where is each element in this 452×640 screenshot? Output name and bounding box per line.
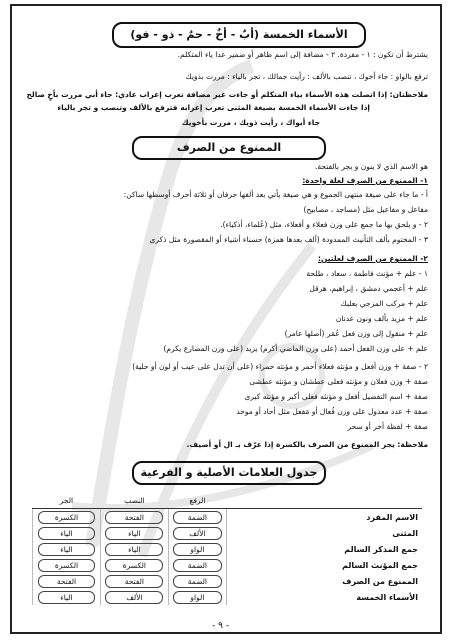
table-cell: الألف — [173, 527, 222, 540]
one-cause-item: مفاعل و مفاعيل مثل (مساجد ، مصابيح) — [303, 205, 428, 214]
two-causes-item: علم + على وزن الفعل أحمد (على وزن الماضي أكرم) يزيد (على وزن المضارع يكرم) — [163, 344, 428, 353]
two-causes-heading: ٢- الممنوع من الصرف لعلتين: — [318, 254, 428, 263]
table-header: النصب — [100, 492, 168, 509]
two-causes-item: علم + أعجمي دمشق ، إبراهيم، هرقل — [309, 284, 428, 293]
table-row-head: الاسم المفرد — [226, 509, 422, 526]
table-header: الجر — [33, 492, 101, 509]
table-cell: الياء — [105, 543, 163, 556]
two-causes-item: صفة + عدد معدول على وزن فُعال أو مَفعل مثل أحاد أو موحد — [236, 407, 428, 416]
table-cell: الواو — [173, 543, 222, 556]
table-header-row — [33, 492, 423, 509]
table-cell: الفتحة — [105, 511, 163, 524]
section-title-forbidden: الممنوع من الصرف — [132, 136, 326, 160]
table-header: الرفع — [168, 492, 226, 509]
conditions-text: يشترط أن تكون : ١ - مفردة. ٢ - مضافة إلى اسم ظاهر أو ضمير عدا ياء المتكلم. — [177, 50, 428, 59]
table-row — [33, 509, 423, 526]
document-page — [10, 4, 442, 634]
marks-table — [32, 492, 422, 605]
table-row — [33, 573, 423, 589]
two-causes-item: علم + مزيد بألف ونون عدنان — [335, 314, 428, 323]
table-cell: الياء — [38, 543, 96, 556]
table-cell: الكسرة — [38, 559, 96, 572]
table-row — [33, 589, 423, 605]
table-cell: الضمة — [173, 511, 222, 524]
page-number: - ٩ - — [212, 621, 230, 631]
two-causes-item: ١ - علم + مؤنث فاطمة ، سعاد ، طلحة — [306, 269, 428, 278]
one-cause-item: أ - ما جاء على صيغة منتهى الجموع و هي صيغة يأتي بعد ألفها حرفان أو ثلاثة أحرف أوسطها ساكن: — [123, 190, 428, 199]
table-cell: الضمة — [173, 575, 222, 588]
definition-text: هو الاسم الذي لا ينون و يجر بالفتحة. — [315, 162, 428, 171]
table-row-head: جمع المذكر السالم — [226, 541, 422, 557]
final-note: ملاحظة: يجر الممنوع من الصرف بالكسرة إذا عرّف بـ ال أو أضيف. — [186, 440, 428, 449]
two-causes-item: ٢ - صفة + وزن أفعل و مؤنثه فعلاء أحمر و مؤنثه حمراء (على أن تدل على عيب أو لون أو حلية) — [132, 362, 428, 371]
note-line-1: ملاحظتان: إذا اتصلت هذه الأسماء بياء المتكلم أو جاءت غير مضافة تعرب إعراب عادي: جاء أبي مررت بأخٍ صالح — [26, 90, 428, 99]
table-cell: الياء — [38, 527, 96, 540]
table-row-head: الممنوع من الصرف — [226, 573, 422, 589]
table-row — [33, 557, 423, 573]
two-causes-item: صفة + لفظة أخر أو سحر — [347, 422, 428, 431]
table-row — [33, 541, 423, 557]
table-cell: الضمة — [173, 559, 222, 572]
one-cause-item: ٣ - المختوم بألف التأنيث الممدودة (ألف بعدها همزة) حسناء أشياء أو المقصورة مثل ذكرى — [149, 235, 428, 244]
two-causes-item: صفة + اسم التفضيل أفعل و مؤنثه فعلى أكبر و مؤنثه كبرى — [244, 392, 428, 401]
table-row — [33, 525, 423, 541]
table-header — [226, 492, 422, 509]
table-cell: الكسرة — [38, 511, 96, 524]
two-causes-item: علم + مركب المزجي بعلبك — [340, 299, 428, 308]
title-five-nouns: الأسماء الخمسة (أبٌ - أخٌ - حمٌ - ذو - فو) — [112, 22, 366, 48]
table-row-head: المثنى — [226, 525, 422, 541]
table-cell: الألف — [105, 591, 163, 604]
note-line-2: إذا جاءت الأسماء الخمسة بصيغة المثنى تعرب إعرابه فترفع بالألف وتنصب و تجر بالياء — [57, 103, 370, 112]
two-causes-item: صفة + وزن فعلان و مؤنثه فعلى عطشان و مؤنثه عطشى — [249, 377, 428, 386]
one-cause-heading: ١- الممنوع من الصرف لعلة واحدة: — [302, 176, 428, 185]
table-row-head: جمع المؤنث السالم — [226, 557, 422, 573]
table-cell: الياء — [105, 527, 163, 540]
table-cell: الفتحة — [105, 575, 163, 588]
table-row-head: الأسماء الخمسة — [226, 589, 422, 605]
table-cell: الياء — [38, 591, 96, 604]
examples-text: ترفع بالواو : جاء أخوك ، تنصب بالألف : رأيت جمالك ، تجر بالياء : مررت بذويك — [185, 72, 428, 81]
two-causes-item: علم + منقول إلى وزن فعل عُمَر (أصلها عامر) — [284, 329, 428, 338]
table-cell: الكسرة — [105, 559, 163, 572]
table-cell: الفتحة — [38, 575, 96, 588]
one-cause-item: ٢ - و يلحق بها ما جمع على وزن فعلاء و أفعلاء، مثل (عُلماء، أذكياء). — [220, 220, 428, 229]
section-title-table: جدول العلامات الأصلية و الفرعية — [132, 461, 326, 485]
table-cell: الواو — [173, 591, 222, 604]
note-line-3: جاء أبواك ، رأيت ذويك ، مررت بأخويك — [181, 118, 320, 127]
